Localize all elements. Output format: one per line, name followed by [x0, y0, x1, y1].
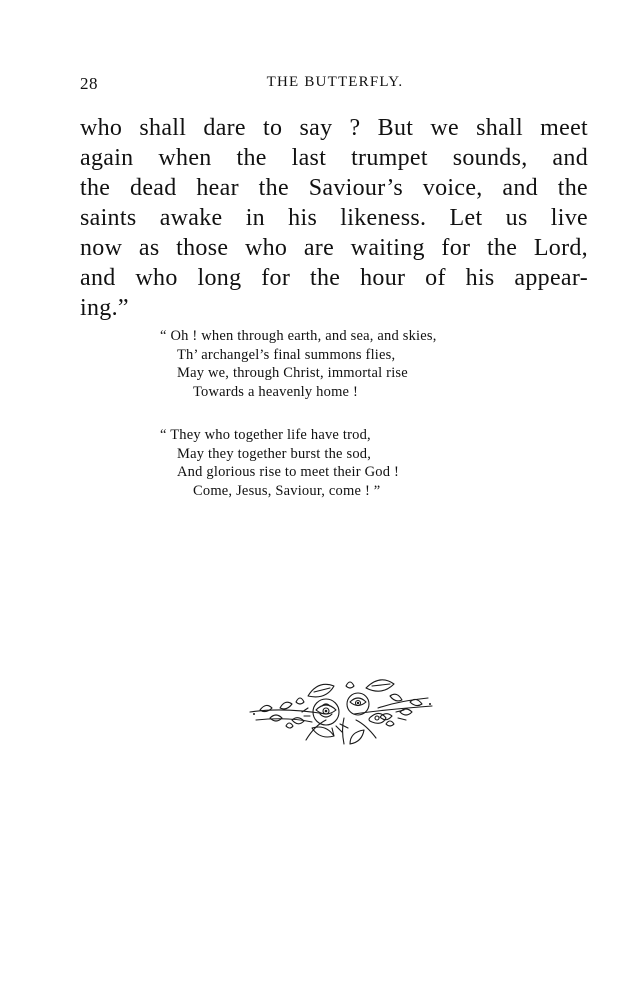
page-number: 28 — [80, 74, 98, 93]
running-title: THE BUTTERFLY. — [266, 74, 404, 90]
verse-line: May we, through Christ, immortal rise — [177, 365, 408, 381]
floral-tailpiece-icon — [246, 668, 436, 746]
prose-line: now as those who are waiting for the Lord, — [80, 235, 588, 261]
prose-line: who shall dare to say ? But we shall meet — [80, 115, 588, 141]
prose-line: again when the last trumpet sounds, and — [80, 145, 588, 171]
poem-stanza — [160, 426, 540, 500]
verse-line: Come, Jesus, Saviour, come ! ” — [193, 482, 381, 499]
verse-line: And glorious rise to meet their God ! — [177, 464, 400, 480]
prose-paragraph — [80, 113, 588, 323]
running-head — [80, 74, 590, 96]
prose-line: ing.” — [80, 295, 129, 321]
verse-line: Towards a heavenly home ! — [193, 383, 359, 400]
verse-line: Th’ archangel’s final summons flies, — [177, 346, 396, 363]
verse-line: “ They who together life have trod, — [160, 427, 371, 443]
prose-line: and who long for the hour of his appear- — [80, 265, 588, 291]
prose-line: the dead hear the Saviour’s voice, and the — [80, 175, 588, 201]
verse-line: “ Oh ! when through earth, and sea, and skies, — [160, 328, 437, 344]
prose-line: saints awake in his likeness. Let us live — [80, 205, 588, 231]
poem-stanza — [160, 327, 540, 401]
verse-line: May they together burst the sod, — [177, 445, 372, 462]
